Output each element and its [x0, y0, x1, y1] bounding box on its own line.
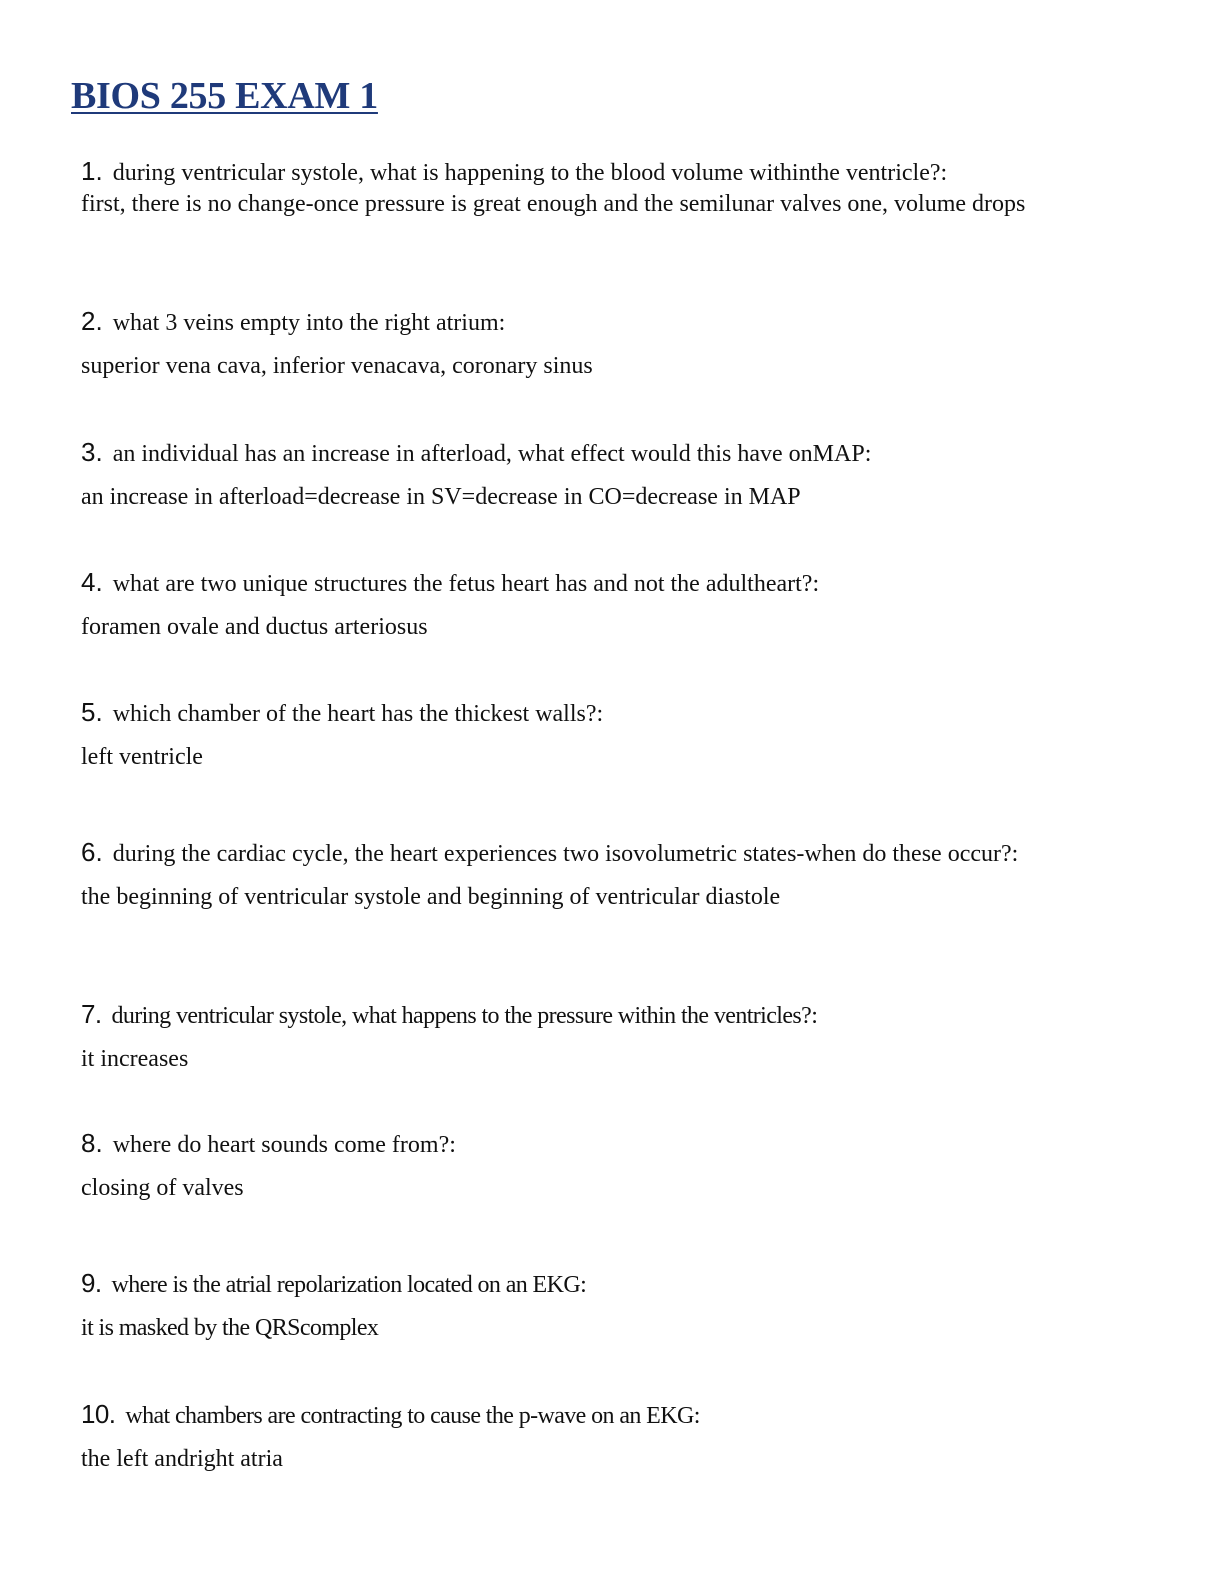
question: [81, 1399, 1141, 1432]
question-number: 6.: [81, 837, 103, 867]
qa-item-9: [81, 1268, 1141, 1344]
question: [81, 837, 1141, 870]
answer-text: superior vena cava, inferior venacava, coronary sinus: [81, 353, 593, 379]
answer-text: it is masked by the QRScomplex: [81, 1315, 379, 1341]
question-number: 1.: [81, 156, 103, 186]
question-number: 10.: [81, 1399, 116, 1429]
question: [81, 306, 1141, 339]
question: [81, 999, 1141, 1032]
question: [81, 1128, 1141, 1161]
question-number: 9.: [81, 1268, 102, 1298]
page-title: BIOS 255 EXAM 1: [71, 75, 378, 117]
question-text: where do heart sounds come from?:: [112, 1132, 456, 1158]
answer-text: the beginning of ventricular systole and beginning of ventricular diastole: [81, 884, 781, 910]
qa-item-3: [81, 437, 1141, 513]
qa-item-1: [81, 156, 1141, 220]
question-text: where is the atrial repolarization located on an EKG:: [111, 1272, 587, 1298]
answer-text: first, there is no change-once pressure is great enough and the semilunar valves one, volume drops: [81, 191, 1026, 217]
question-text: during the cardiac cycle, the heart experiences two isovolumetric states-when do these occur?:: [112, 841, 1019, 867]
qa-item-2: [81, 306, 1141, 382]
question-number: 3.: [81, 437, 103, 467]
question-text: which chamber of the heart has the thickest walls?:: [112, 701, 604, 727]
question-text: during ventricular systole, what happens to the pressure within the ventricles?:: [111, 1003, 818, 1029]
question-text: what are two unique structures the fetus heart has and not the adultheart?:: [112, 571, 820, 597]
answer-text: closing of valves: [81, 1175, 244, 1201]
question-number: 7.: [81, 999, 102, 1029]
question: [81, 437, 1141, 470]
qa-item-10: [81, 1399, 1141, 1475]
question-number: 5.: [81, 697, 103, 727]
qa-item-5: [81, 697, 1141, 773]
qa-item-7: [81, 999, 1141, 1075]
question-number: 8.: [81, 1128, 103, 1158]
question-text: what 3 veins empty into the right atrium:: [112, 310, 506, 336]
question-text: during ventricular systole, what is happening to the blood volume withinthe ventricle?:: [112, 160, 948, 186]
question-text: what chambers are contracting to cause the p-wave on an EKG:: [125, 1403, 700, 1429]
answer-text: an increase in afterload=decrease in SV=decrease in CO=decrease in MAP: [81, 484, 801, 510]
question: [81, 567, 1141, 600]
question-text: an individual has an increase in afterload, what effect would this have onMAP:: [112, 441, 872, 467]
qa-item-6: [81, 837, 1141, 913]
answer-text: it increases: [81, 1046, 189, 1072]
question-number: 2.: [81, 306, 103, 336]
question: [81, 156, 1141, 189]
answer-text: foramen ovale and ductus arteriosus: [81, 614, 428, 640]
answer-text: left ventricle: [81, 744, 203, 770]
qa-item-4: [81, 567, 1141, 643]
question-number: 4.: [81, 567, 103, 597]
answer-text: the left andright atria: [81, 1446, 283, 1472]
qa-item-8: [81, 1128, 1141, 1204]
question: [81, 697, 1141, 730]
question: [81, 1268, 1141, 1301]
